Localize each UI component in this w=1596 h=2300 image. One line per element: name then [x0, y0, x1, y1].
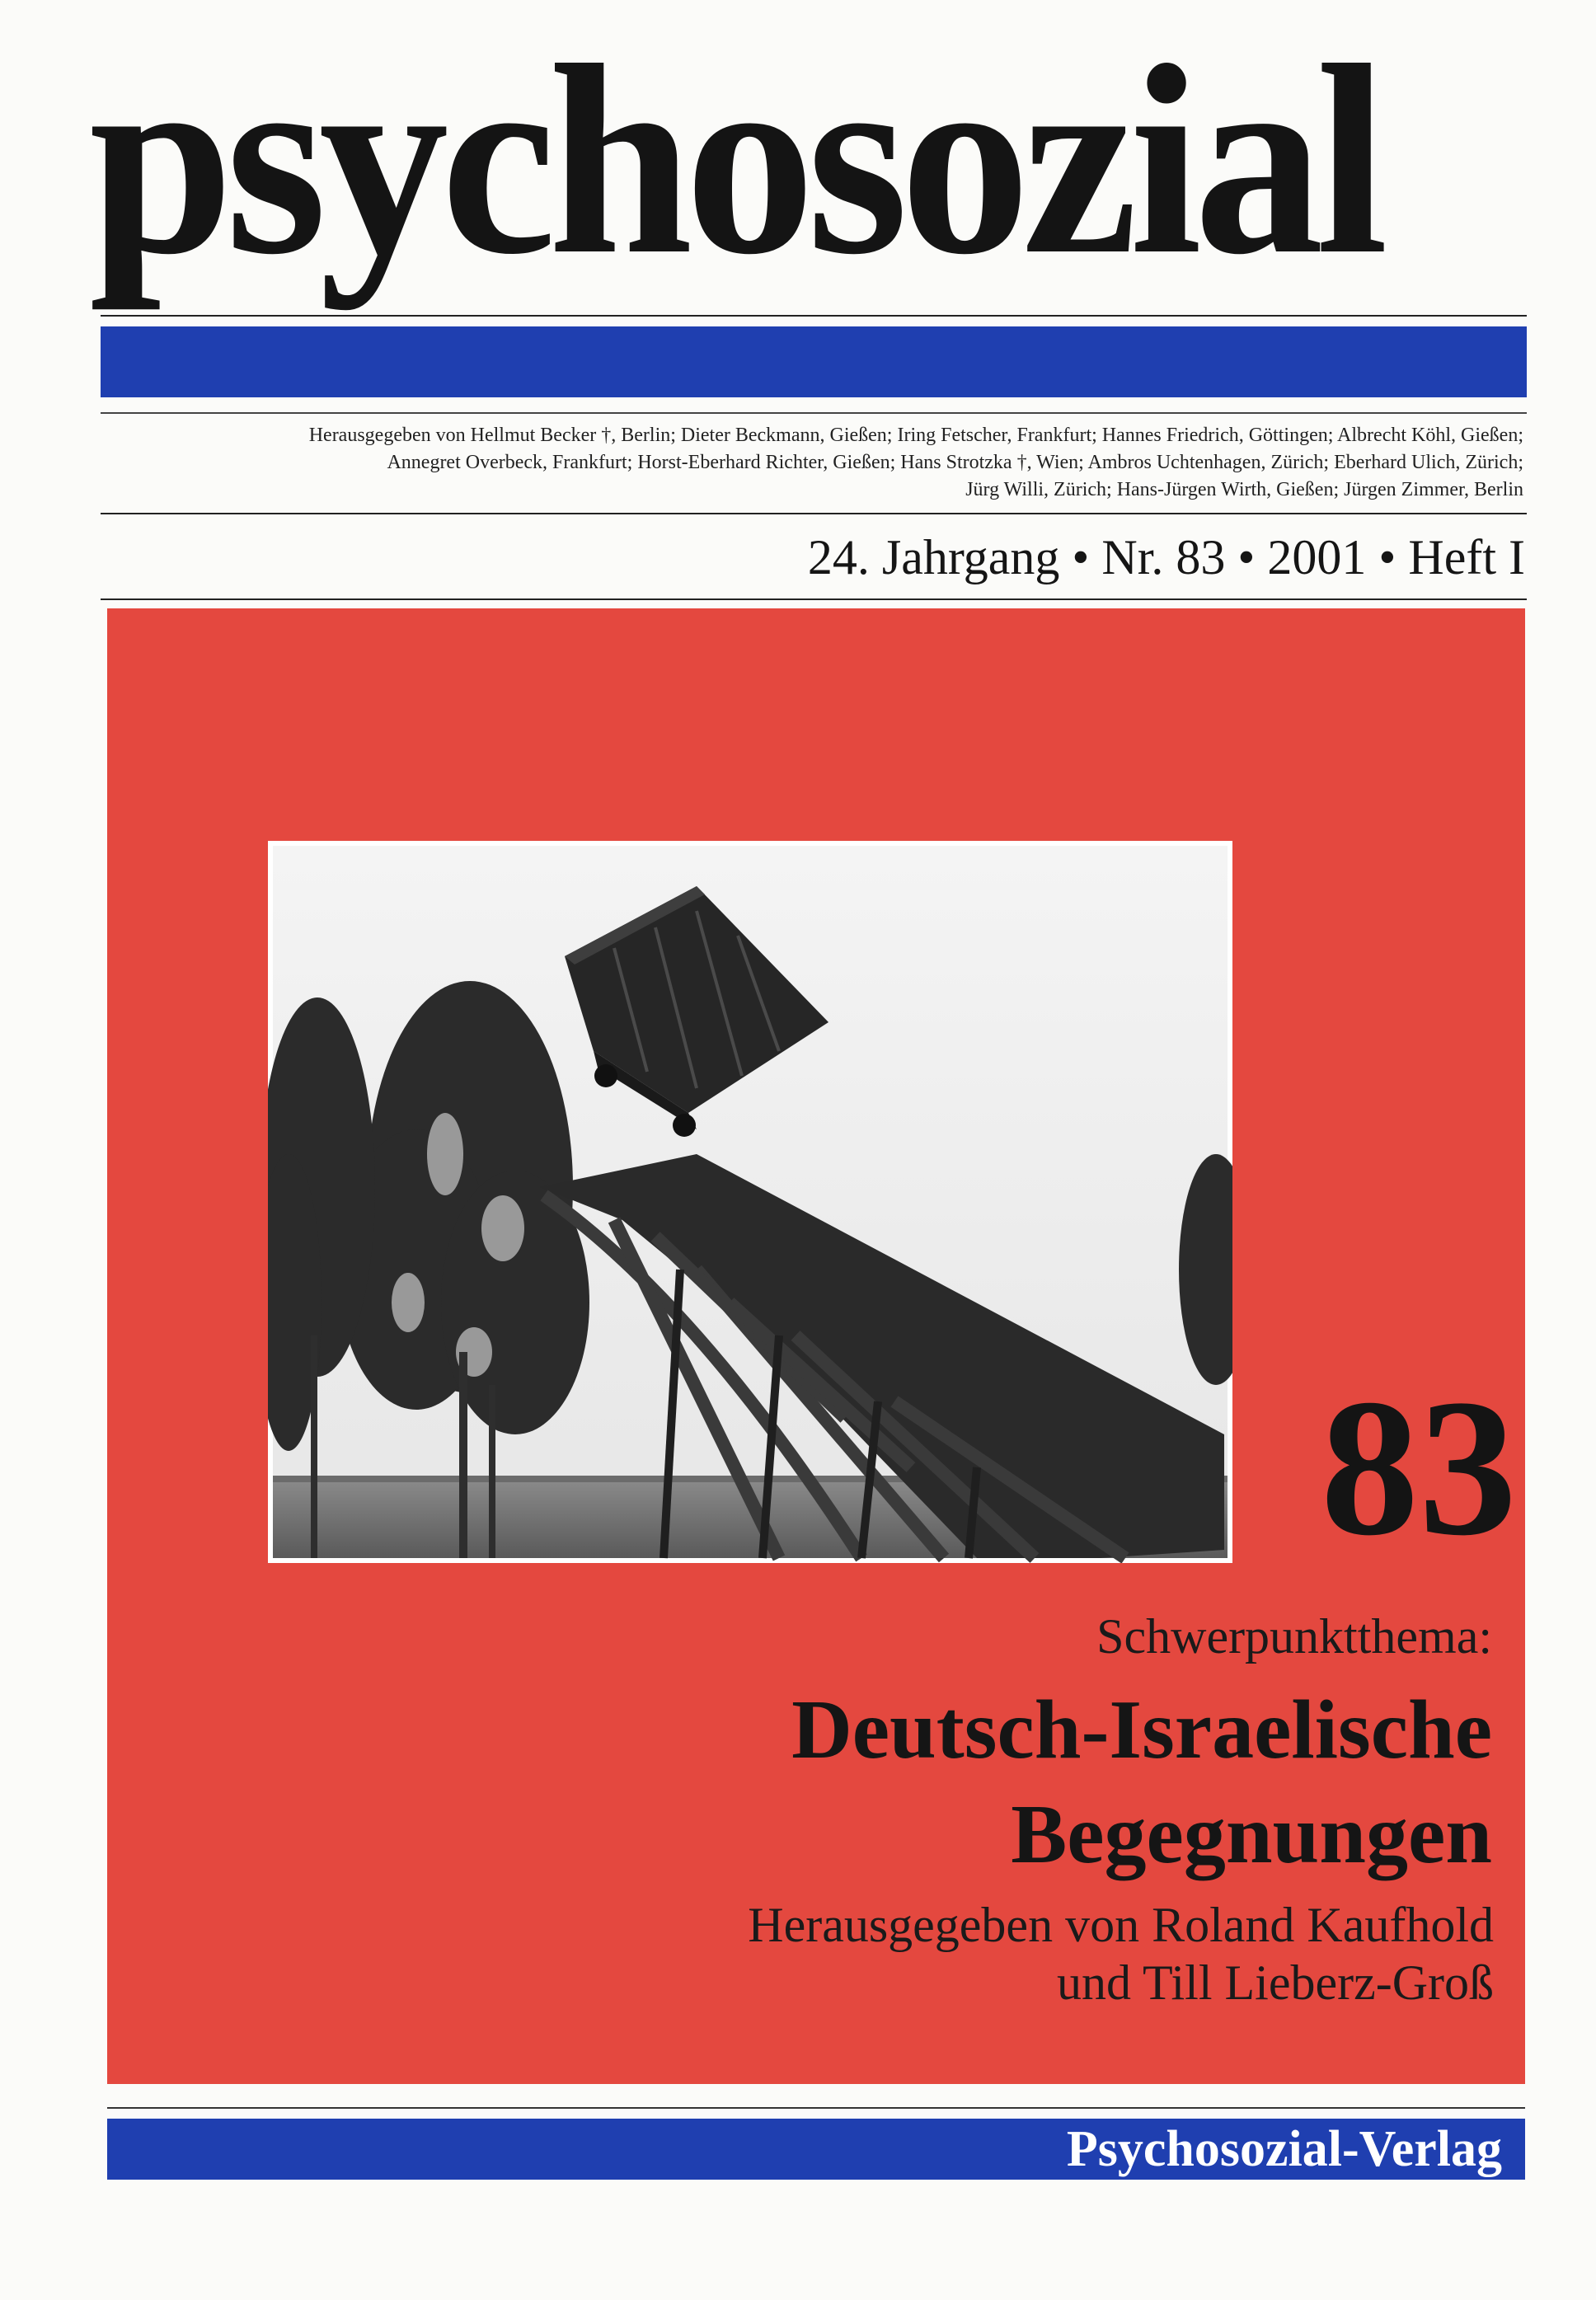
topic-editors: [577, 1896, 1494, 2011]
topic-label: Schwerpunktthema:: [1096, 1609, 1492, 1664]
topic-editors-line: und Till Lieberz-Groß: [1057, 1955, 1494, 2010]
cover-photo: [268, 841, 1232, 1563]
band-rule: [101, 412, 1527, 414]
issue-rule: [101, 598, 1527, 600]
publisher-rule: [107, 2107, 1525, 2109]
topic-title-line: Begegnungen: [1011, 1788, 1492, 1881]
editors-line: Jürg Willi, Zürich; Hans-Jürgen Wirth, Gießen; Jürgen Zimmer, Berlin: [965, 479, 1523, 500]
topic-title: [495, 1678, 1492, 1887]
issue-line: 24. Jahrgang • Nr. 83 • 2001 • Heft I: [807, 530, 1525, 584]
editors-rule: [101, 513, 1527, 514]
publisher-name: Psychosozial-Verlag: [1066, 2121, 1502, 2177]
topic-title-line: Deutsch-Israelische: [791, 1683, 1492, 1777]
issue-number: 83: [1321, 1359, 1517, 1576]
editors-block: [107, 422, 1523, 504]
topic-editors-line: Herausgegeben von Roland Kaufhold: [748, 1898, 1494, 1952]
masthead-title: psychosozial: [89, 10, 1381, 311]
masthead-rule: [101, 315, 1527, 317]
masthead-blue-band: [101, 326, 1527, 397]
editors-line: Annegret Overbeck, Frankfurt; Horst-Eberhard Richter, Gießen; Hans Strotzka †, Wien; Ambros Uchtenhagen, Zürich; Eberhard Ulich, Zürich;: [387, 452, 1523, 473]
editors-line: Herausgegeben von Hellmut Becker †, Berlin; Dieter Beckmann, Gießen; Iring Fetscher, Frankfurt; Hannes Friedrich, Göttingen; Albrecht Köhl, Gießen;: [308, 425, 1523, 446]
